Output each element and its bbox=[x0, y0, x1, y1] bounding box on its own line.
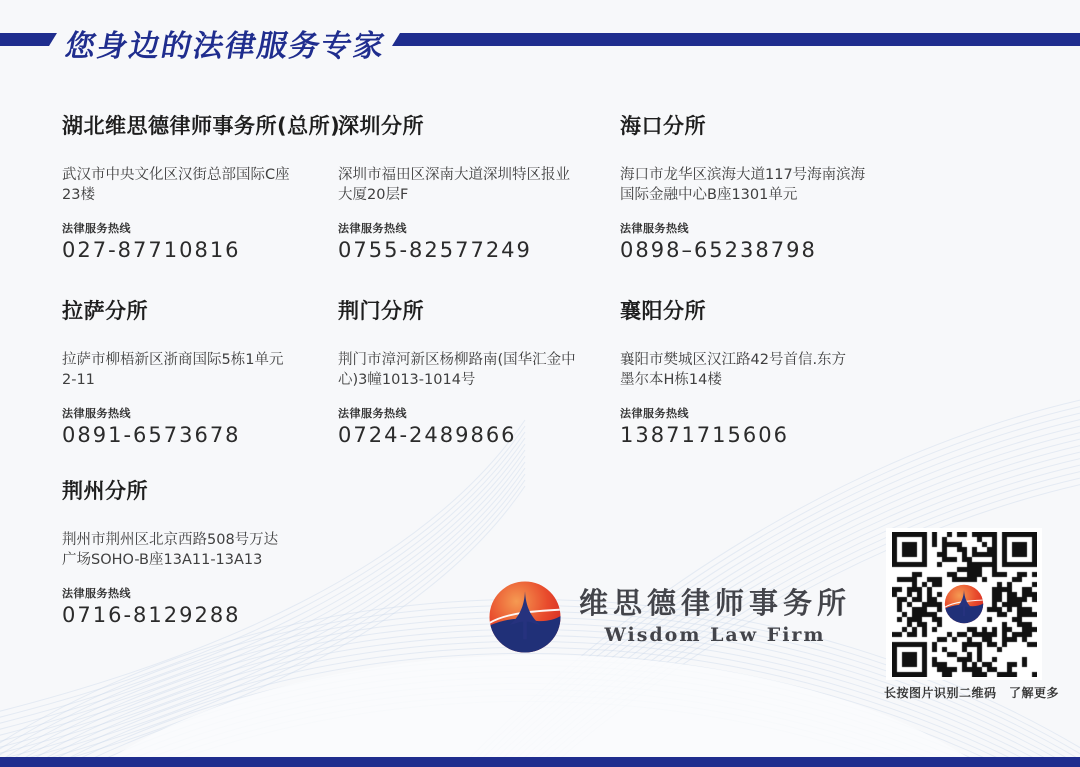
qr-caption: 长按图片识别二维码 了解更多 bbox=[884, 686, 1060, 700]
office-address: 荆门市漳河新区杨柳路南(国华汇金中心)3幢1013-1014号 bbox=[338, 352, 576, 388]
office-card-jingmen bbox=[338, 295, 608, 447]
hotline-label: 法律服务热线 bbox=[62, 587, 131, 600]
office-name: 荆门分所 bbox=[338, 299, 424, 323]
hotline-label: 法律服务热线 bbox=[62, 407, 131, 420]
office-name: 海口分所 bbox=[620, 114, 706, 138]
office-name: 深圳分所 bbox=[338, 114, 424, 138]
office-address: 荆州市荆州区北京西路508号万达广场SOHO-B座13A11-13A13 bbox=[62, 532, 279, 568]
hotline-number: 13871715606 bbox=[620, 423, 789, 447]
hotline-number: 027-87710816 bbox=[62, 238, 241, 262]
hotline-label: 法律服务热线 bbox=[62, 222, 131, 235]
office-card-jingzhou bbox=[62, 475, 332, 627]
hotline-number: 0716-8129288 bbox=[62, 603, 241, 627]
office-name: 拉萨分所 bbox=[62, 299, 148, 323]
office-address: 深圳市福田区深南大道深圳特区报业大厦20层F bbox=[338, 167, 570, 203]
hotline-label: 法律服务热线 bbox=[620, 407, 689, 420]
office-address: 海口市龙华区滨海大道117号海南滨海国际金融中心B座1301单元 bbox=[620, 167, 866, 203]
hotline-number: 0724-2489866 bbox=[338, 423, 517, 447]
office-card-headquarters bbox=[62, 110, 341, 262]
footer-bar bbox=[0, 757, 1080, 767]
firm-name-en: Wisdom Law Firm bbox=[604, 624, 826, 647]
header-slogan: 您身边的法律服务专家 bbox=[62, 29, 389, 64]
hotline-label: 法律服务热线 bbox=[338, 222, 407, 235]
office-card-lhasa bbox=[62, 295, 332, 447]
brand-block bbox=[488, 580, 851, 654]
hotline-number: 0898–65238798 bbox=[620, 238, 817, 262]
firm-logo-icon bbox=[488, 580, 562, 654]
office-address: 襄阳市樊城区汉江路42号首信.东方墨尔本H栋14楼 bbox=[620, 352, 847, 388]
header-left-dash bbox=[0, 33, 57, 46]
hotline-label: 法律服务热线 bbox=[620, 222, 689, 235]
office-address: 拉萨市柳梧新区浙商国际5栋1单元2-11 bbox=[62, 352, 284, 388]
header-right-bar bbox=[392, 33, 1080, 46]
qr-center-logo-icon bbox=[943, 583, 985, 625]
office-card-haikou bbox=[620, 110, 890, 262]
office-card-xiangyang bbox=[620, 295, 890, 447]
hotline-number: 0755-82577249 bbox=[338, 238, 532, 262]
firm-name-cn: 维思德律师事务所 bbox=[579, 585, 852, 620]
office-card-shenzhen bbox=[338, 110, 608, 262]
qr-code[interactable] bbox=[886, 528, 1042, 680]
brand-names bbox=[579, 585, 852, 647]
office-name: 荆州分所 bbox=[62, 479, 148, 503]
office-name: 湖北维思德律师事务所(总所) bbox=[62, 114, 341, 138]
office-address: 武汉市中央文化区汉街总部国际C座23楼 bbox=[62, 167, 290, 203]
hotline-label: 法律服务热线 bbox=[338, 407, 407, 420]
hotline-number: 0891-6573678 bbox=[62, 423, 241, 447]
office-name: 襄阳分所 bbox=[620, 299, 706, 323]
